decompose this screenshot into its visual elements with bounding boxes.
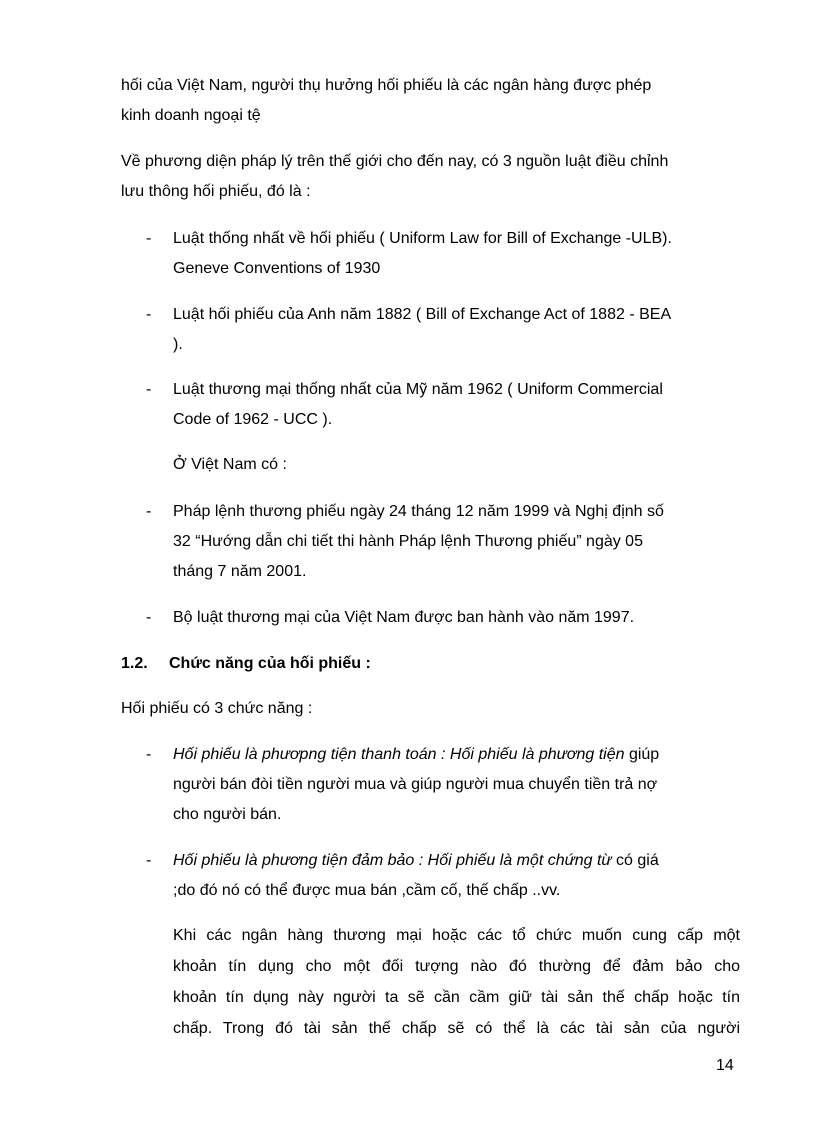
bullet-dash: - [146,306,152,323]
functions-intro: Hối phiếu có 3 chức năng : [121,700,313,717]
function-2-italic: Hối phiếu là phương tiện đảm bảo : Hối phiếu là một chứng từ [173,852,612,869]
bullet-1-line-2: Geneve Conventions of 1930 [173,260,381,277]
intro-line-2: kinh doanh ngoại tệ [121,107,261,124]
bullet-5-line-1: Bộ luật thương mại của Việt Nam được ban hành vào năm 1997. [173,609,635,626]
intro-line-1: hối của Việt Nam, người thụ hưởng hối phiếu là các ngân hàng được phép [121,77,652,94]
function-2-line-2: ;do đó nó có thể được mua bán ,cầm cố, thế chấp ..vv. [173,882,561,899]
para-line-1: Khi các ngân hàng thương mại hoặc các tổ chức muốn cung cấp một [173,927,740,944]
bullet-4-line-1: Pháp lệnh thương phiếu ngày 24 tháng 12 năm 1999 và Nghị định số [173,503,664,520]
bullet-2-line-2: ). [173,336,183,353]
para-line-3: khoản tín dụng này người ta sẽ cần cầm giữ tài sản thế chấp hoặc tín [173,989,740,1006]
bullet-4-line-2: 32 “Hướng dẫn chi tiết thi hành Pháp lệnh Thương phiếu” ngày 05 [173,533,643,550]
bullet-3-line-2: Code of 1962 - UCC ). [173,411,333,428]
legal-line-2: lưu thông hối phiếu, đó là : [121,183,311,200]
page-number: 14 [716,1057,734,1074]
bullet-dash: - [146,503,152,520]
bullet-dash: - [146,381,152,398]
para-line-4: chấp. Trong đó tài sản thế chấp sẽ có thể là các tài sản của người [173,1020,740,1037]
section-title: Chức năng của hối phiếu : [169,655,371,672]
section-number: 1.2. [121,655,148,672]
function-2-rest: có giá [611,852,659,869]
para-line-2: khoản tín dụng cho một đối tượng nào đó thường để đảm bảo cho [173,958,740,975]
function-1-line-3: cho người bán. [173,806,282,823]
function-2-line-1 [173,851,659,871]
bullet-dash: - [146,852,152,869]
function-1-line-1 [173,745,659,765]
bullet-4-line-3: tháng 7 năm 2001. [173,563,307,580]
function-1-rest: giúp [624,746,660,763]
legal-line-1: Về phương diện pháp lý trên thế giới cho đến nay, có 3 nguồn luật điều chỉnh [121,153,669,170]
bullet-dash: - [146,746,152,763]
bullet-dash: - [146,609,152,626]
function-1-line-2: người bán đòi tiền người mua và giúp người mua chuyển tiền trả nợ [173,776,658,793]
bullet-dash: - [146,230,152,247]
bullet-2-line-1: Luật hối phiếu của Anh năm 1882 ( Bill of Exchange Act of 1882 - BEA [173,306,672,323]
bullet-1-line-1: Luật thống nhất về hối phiếu ( Uniform Law for Bill of Exchange -ULB). [173,230,672,247]
function-1-italic: Hối phiếu là phươpng tiện thanh toán : Hối phiếu là phương tiện [173,746,625,763]
bullet-3-line-1: Luật thương mại thống nhất của Mỹ năm 1962 ( Uniform Commercial [173,381,663,398]
vietnam-label: Ở Việt Nam có : [173,456,287,473]
